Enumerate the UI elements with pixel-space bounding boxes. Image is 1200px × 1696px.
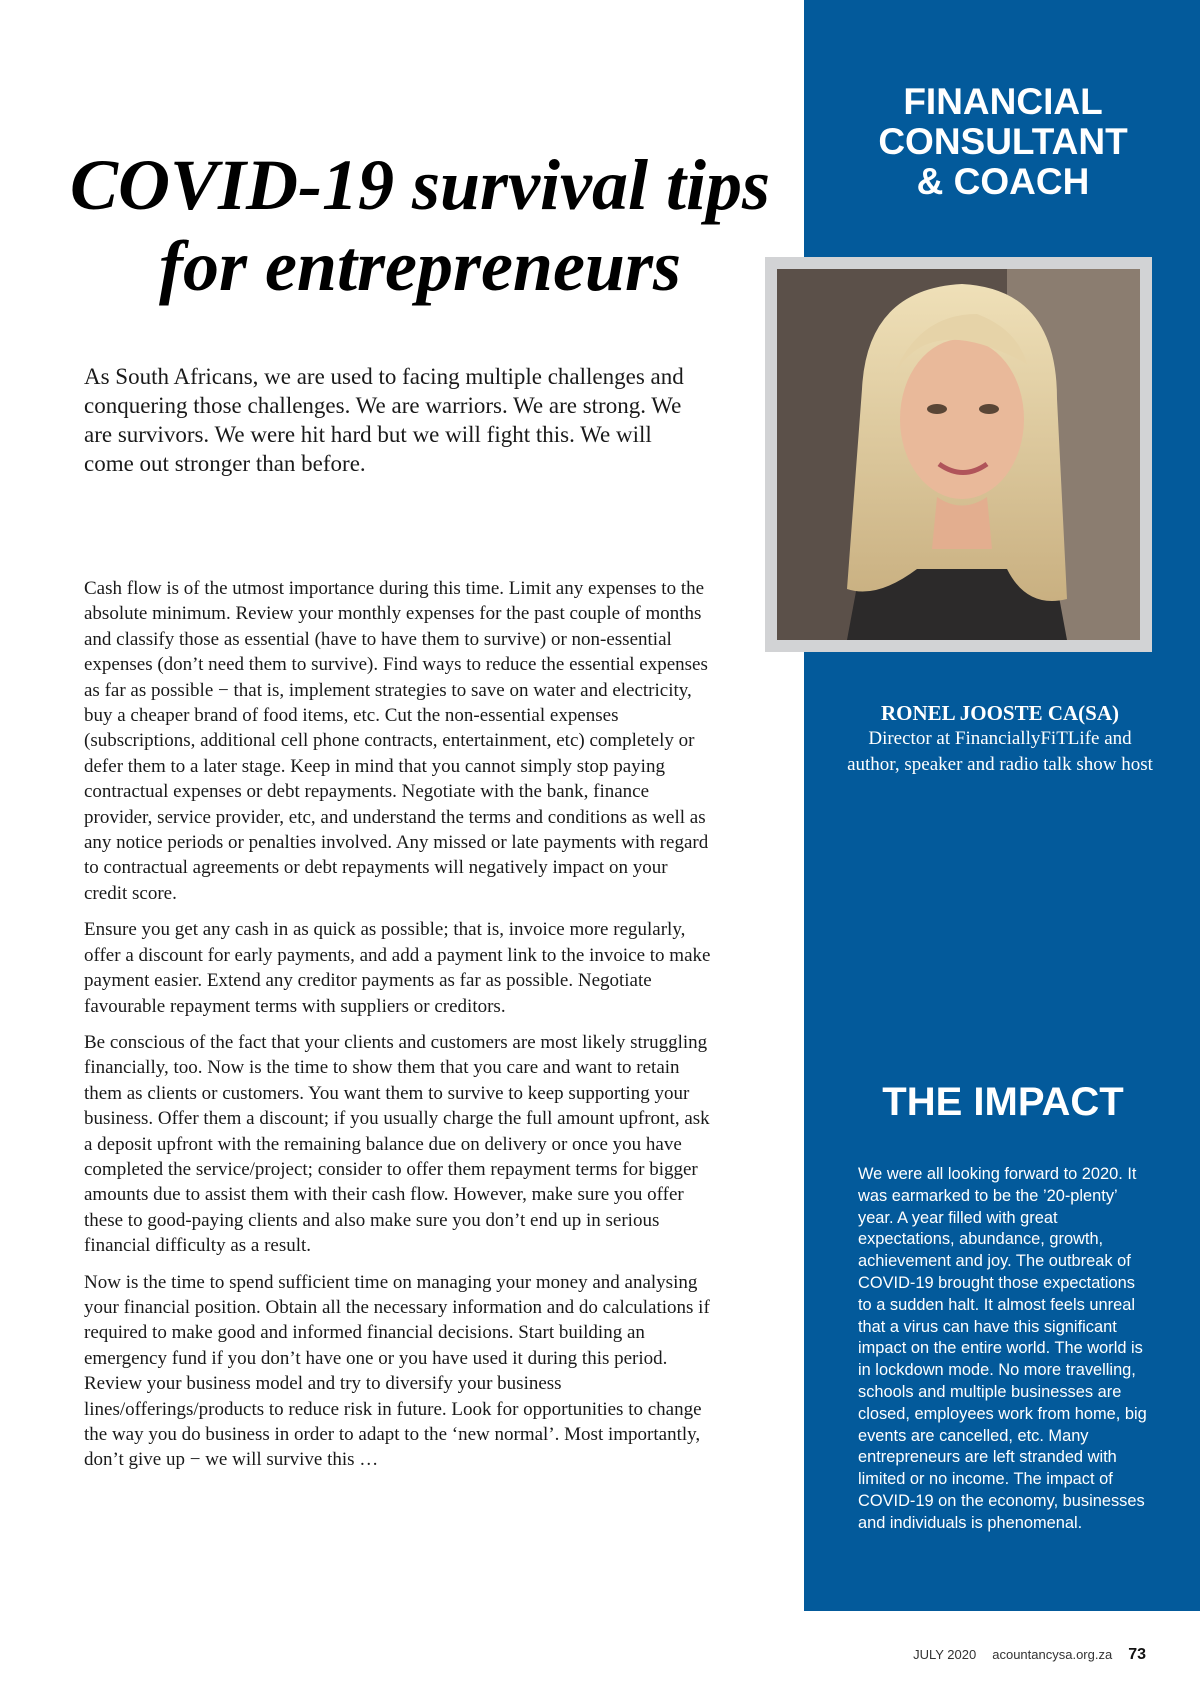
author-role: Director at FinanciallyFiTLife and author, speaker and radio talk show host <box>847 728 1153 775</box>
body-paragraph: Now is the time to spend sufficient time on managing your money and analysing your financial position. Obtain all the necessary information and do calculations if required to make good and informed financial decisions. Start building an emergency fund if you don’t have one or you have used it during this period. Review your business model and try to diversify your business lines/offerings/products to reduce risk in future. Look for opportunities to change the way you do business in order to adapt to the ‘new normal’. Most importantly, don’t give up − we will survive this … <box>84 1271 710 1471</box>
page-number: 73 <box>1128 1646 1146 1663</box>
author-caption <box>840 700 1160 778</box>
body-paragraph: Cash flow is of the utmost importance during this time. Limit any expenses to the absolute minimum. Review your monthly expenses for the past couple of months and classify those as essential (have to have them to survive) or non-essential expenses (don’t need them to survive). Find ways to reduce the essential expenses as far as possible − that is, implement strategies to save on water and electricity, buy a cheaper brand of food items, etc. Cut the non-essential expenses (subscriptions, additional cell phone contracts, entertainment, etc) completely or defer them to a later stage. Keep in mind that you cannot simply stop paying contractual expenses or debt repayments. Negotiate with the bank, finance provider, service provider, etc, and understand the terms and conditions as well as any notice periods or penalties involved. Any missed or late payments with regard to contractual agreements or debt repayments will negatively impact on your credit score. <box>84 578 709 904</box>
article-intro: As South Africans, we are used to facing multiple challenges and conquering those challenges. We are warriors. We are strong. We are survivors. We were hit hard but we will fight this. We will come out stronger than before. <box>84 364 684 476</box>
body-paragraph: Ensure you get any cash in as quick as possible; that is, invoice more regularly, offer a discount for early payments, and add a payment link to the invoice to make payment easier. Extend any creditor payments as far as possible. Negotiate favourable repayment terms with suppliers or creditors. <box>84 919 711 1017</box>
article-title: COVID-19 survival tips for entrepreneurs <box>69 145 771 306</box>
page-footer <box>913 1646 1146 1664</box>
article-body <box>84 576 712 1484</box>
author-photo-frame <box>765 257 1152 652</box>
footer-issue: JULY 2020 <box>913 1647 977 1662</box>
impact-text: We were all looking forward to 2020. It was earmarked to be the ’20-plenty’ year. A year filled with great expectations, abundance, growth, achievement and joy. The outbreak of COVID-19 brought those expectations to a sudden halt. It almost feels unreal that a virus can have this significant impact on the entire world. The world is in lockdown mode. No more travelling, schools and multiple businesses are closed, employees work from home, big events are cancelled, etc. Many entrepreneurs are left stranded with limited or no income. The impact of COVID-19 on the economy, businesses and individuals is phenomenal. <box>858 1165 1147 1532</box>
body-paragraph: Be conscious of the fact that your clients and customers are most likely struggling financially, too. Now is the time to show them that you care and want to retain them as clients or customers. You want them to survive to keep supporting your business. Offer them a discount; if you usually charge the full amount upfront, ask a deposit upfront with the remaining balance due on delivery or once you have completed the service/project; consider to offer them repayment terms for bigger amounts due to assist them with their cash flow. However, make sure you offer these to good-paying clients and also make sure you don’t end up in serious financial difficulty as a result. <box>84 1031 710 1257</box>
impact-heading: THE IMPACT <box>882 1080 1124 1124</box>
author-name: RONEL JOOSTE CA(SA) <box>880 701 1120 725</box>
sidebar-heading: FINANCIAL CONSULTANT & COACH <box>878 81 1128 202</box>
author-photo <box>777 269 1140 640</box>
footer-site: acountancysa.org.za <box>992 1647 1113 1662</box>
